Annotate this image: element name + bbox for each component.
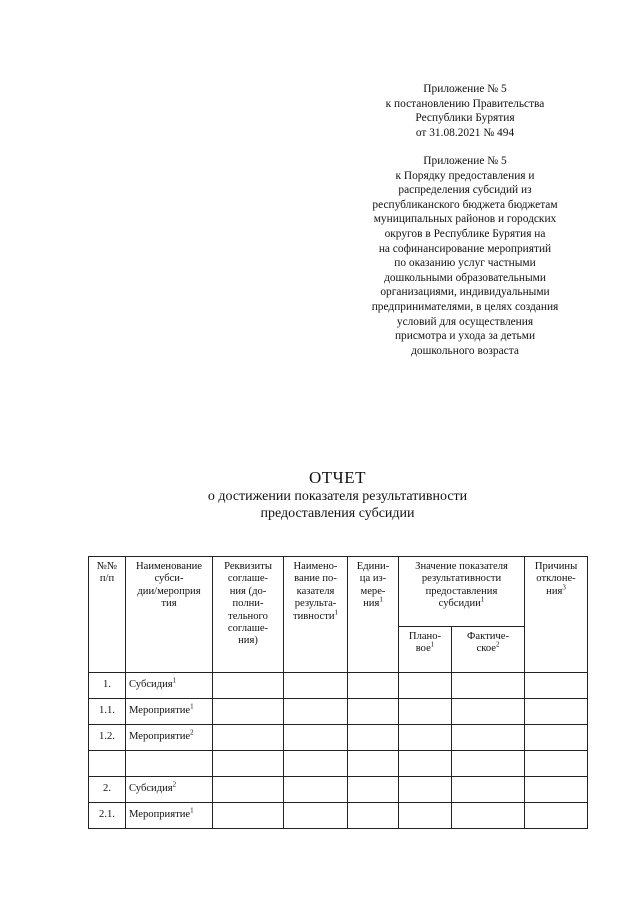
empty-cell [452, 725, 525, 751]
row-number: 1.2. [89, 725, 126, 751]
table-row [89, 699, 588, 725]
appendix-line: Приложение № 5 [423, 83, 507, 95]
row-number: 2.1. [89, 803, 126, 829]
header-name: Наименование субси- дии/мероприя тия [126, 557, 213, 673]
empty-cell [348, 751, 399, 777]
empty-cell [284, 777, 348, 803]
empty-cell [399, 725, 452, 751]
appendix-line: дошкольного возраста [411, 344, 519, 357]
empty-cell [284, 673, 348, 699]
empty-cell [348, 673, 399, 699]
empty-cell [525, 751, 588, 777]
empty-cell [525, 699, 588, 725]
empty-cell [525, 803, 588, 829]
row-name: Субсидия$^1$ [126, 673, 213, 699]
appendix-line: дошкольными образовательными [384, 271, 546, 284]
appendix-line: предпринимателями, в целях создания [371, 300, 559, 313]
row-number: 1. [89, 673, 126, 699]
empty-cell [348, 777, 399, 803]
report-subtitle-line-2: предоставления субсидии [260, 506, 415, 521]
report-title-block [0, 468, 640, 522]
appendix-line: республиканского бюджета бюджетам [372, 198, 558, 211]
report-table [88, 556, 588, 829]
appendix-line: распределения субсидий из [398, 184, 532, 197]
row-number [89, 751, 126, 777]
empty-cell [213, 699, 284, 725]
empty-cell [213, 803, 284, 829]
table-row [89, 725, 588, 751]
header-requisites: Реквизиты соглаше- ния (до- полни- тельного соглаше- ния) [213, 557, 284, 673]
empty-cell [284, 699, 348, 725]
empty-cell [213, 777, 284, 803]
empty-cell [348, 699, 399, 725]
empty-cell [399, 751, 452, 777]
header-indicator: Наимено- вание по- казателя результа- тивности$^1$ [284, 557, 348, 673]
appendix-line: по оказанию услуг частными [394, 257, 536, 270]
empty-cell [213, 725, 284, 751]
header-indicator-value: Значение показателя результативности предоставления субсидии$^1$ [399, 557, 525, 627]
row-name: Субсидия$^2$ [126, 777, 213, 803]
report-title: ОТЧЕТ [309, 468, 366, 487]
row-name [126, 751, 213, 777]
empty-cell [525, 673, 588, 699]
empty-cell [399, 699, 452, 725]
appendix-line: организациями, индивидуальными [380, 286, 550, 299]
appendix-government-decree [330, 82, 600, 140]
row-name: Мероприятие$^2$ [126, 725, 213, 751]
empty-cell [399, 673, 452, 699]
empty-cell [525, 777, 588, 803]
appendix-line: на софинансирование мероприятий [378, 242, 552, 255]
empty-cell [452, 751, 525, 777]
header-number: №№ п/п [89, 557, 126, 673]
table-row [89, 803, 588, 829]
row-number: 1.1. [89, 699, 126, 725]
empty-cell [452, 777, 525, 803]
empty-cell [452, 699, 525, 725]
table-row [89, 777, 588, 803]
appendix-line: муниципальных районов и городских [373, 213, 557, 226]
appendix-line: Республики Бурятия [415, 112, 515, 125]
empty-cell [399, 777, 452, 803]
empty-cell [284, 751, 348, 777]
appendix-line: условий для осуществления [396, 315, 534, 328]
row-name: Мероприятие$^1$ [126, 699, 213, 725]
empty-cell [284, 725, 348, 751]
empty-cell [525, 725, 588, 751]
appendix-line: от 31.08.2021 № 494 [415, 126, 515, 139]
empty-cell [399, 803, 452, 829]
row-name: Мероприятие$^1$ [126, 803, 213, 829]
empty-cell [452, 803, 525, 829]
report-subtitle-line-1: о достижении показателя результативности [207, 489, 468, 504]
empty-cell [284, 803, 348, 829]
appendix-line: округов в Республике Бурятия на [384, 227, 546, 240]
header-unit: Едини- ца из- мере- ния$^1$ [348, 557, 399, 673]
empty-cell [213, 751, 284, 777]
empty-cell [348, 725, 399, 751]
appendix-line: к Порядку предоставления и [395, 169, 535, 182]
appendix-line: присмотра и ухода за детьми [394, 330, 536, 343]
empty-cell [452, 673, 525, 699]
appendix-line: к постановлению Правительства [385, 97, 545, 110]
header-actual: Фактиче- ское$^2$ [452, 627, 525, 673]
empty-cell [213, 673, 284, 699]
table-row [89, 673, 588, 699]
appendix-subsidy-procedure [330, 154, 600, 358]
header-planned: Плано- вое$^1$ [399, 627, 452, 673]
row-number: 2. [89, 777, 126, 803]
empty-cell [348, 803, 399, 829]
header-reasons: Причины отклоне- ния$^3$ [525, 557, 588, 673]
table-row [89, 751, 588, 777]
appendix-line: Приложение № 5 [423, 155, 507, 167]
